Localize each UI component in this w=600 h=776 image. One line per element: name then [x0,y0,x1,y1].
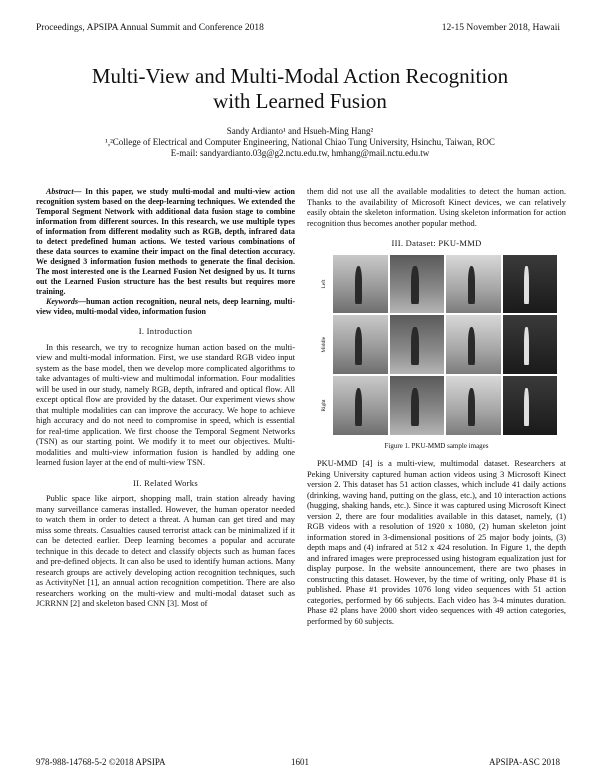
figure-image-grid [317,255,557,435]
related-works-continued: them did not use all the available modalities to detect the human action. Thanks to the availability of Microsoft Kinect devices, we can relatively easily obtain the skeleton information. Using skeleton information for action recognition thus becomes another popular method. [307,187,566,228]
related-works-text: Public space like airport, shopping mall, train station already having many surveillance cameras installed. However, the human operator needed to watch them in order to detect a threat. A human can get tired and may miss some threats. Casualties caused terrorist attack can be minimalized if it can be detected earlier. Deep learning becomes a popular and accurate technique in this decade to detect and classify objects such as human faces and pre-defined objects. It can also be used to identify human actions. Many research groups are actively developing action recognition techniques, such as ActivityNet [1], an annual action recognition competition. There are also researchers working on the multi-view and multi-modal dataset such as JCRRNN [2] and skeleton based CNN [3]. Most of [36,494,295,608]
page-number: 1601 [291,757,309,767]
left-column [36,187,295,610]
row-label-middle: Middle [320,336,327,353]
abstract-text: In this paper, we study multi-modal and multi-view action recognition system based on the deep-learning techniques. We extended the Temporal Segment Network with additional data fusion stage to combine information from different sources. In this research, we use multiple types of information from different modality such as RGB, depth, infrared data to detect predefined human actions. We tested various combinations of these data sources to examine their impact on the final detection accuracy. We designed 3 information fusion methods to generate the final decision. The most interested one is the Learned Fusion Net designed by us. It turns out the Learned Fusion structure has the best results but requires more training. [36,187,295,296]
figure-caption: Figure 1. PKU-MMD sample images [384,441,489,450]
running-header-left: Proceedings, APSIPA Annual Summit and Conference 2018 [36,23,264,33]
figure-1 [307,255,566,435]
abstract [36,187,295,297]
skeleton-image [503,315,558,374]
section-heading-related-works: II. Related Works [133,477,198,488]
abstract-label: Abstract— [46,187,82,196]
author-affiliation: ¹,²College of Electrical and Computer Engineering, National Chiao Tung University, Hsinchu, Taiwan, ROC [105,137,495,147]
section-heading-introduction: I. Introduction [138,326,193,336]
author-names: Sandy Ardianto¹ and Hsueh-Ming Hang² [226,126,374,136]
author-email: E-mail: sandyardianto.03g@g2.nctu.edu.tw, hmhang@mail.nctu.edu.tw [170,148,430,158]
footer-conference: APSIPA-ASC 2018 [489,757,560,767]
section-heading-dataset: III. Dataset: PKU-MMD [391,238,482,248]
depth-image [390,255,445,314]
row-label-left: Left [320,279,327,289]
rgb-image [333,376,388,435]
running-header-right: 12-15 November 2018, Hawaii [441,23,560,33]
infrared-image [446,376,501,435]
infrared-image [446,255,501,314]
introduction-text: In this research, we try to recognize human action based on the multi-view and multi-modal information. First, we use standard RGB video input system as the base model, then we develop more complicated algorithms to take advantages of multi-view and multimodal information. Four modalities will be used in our study, namely RGB, depth, infrared and optical flow. All except optical flow are provided by the dataset. Our experiment views show that multiple modalities can can improve the accuracy. We hope to achieve high accuracy and do not need to compromise in speed, which is essential for real-time application. We first choose the Temporal Segment Networks (TSN) as our starting point. We modify it to meet our objectives. Multi-modalities and multi-view information fusion is handled by adding one learned fusion layer at the end of multi-view TSN. [36,342,295,467]
paper-title [0,64,600,114]
row-label-right: Right [320,399,327,412]
skeleton-image [503,255,558,314]
rgb-image [333,255,388,314]
dataset-text: PKU-MMD [4] is a multi-view, multimodal dataset. Researchers at Peking University captured human action videos using 3 Microsoft Kinect version 2. This dataset has 51 action classes, which include 41 daily actions (drinking, waving hand, putting on the glass, etc.), and 10 interaction actions (hugging, shaking hands, etc.). Since it was captured using Microsoft Kinect version 2, there are four modalities available in this dataset, namely, (1) RGB videos with a resolution of 1920 x 1080, (2) human skeleton joint information stored in 3-dimensional positions of 25 major body joints, (3) depth maps and (4) infrared at 512 x 424 resolution. In Figure 1, the depth and infrared images were preprocessed using histogram equalization just for display purpose. In the website announcement, there are two phases in constructing this dataset. However, by the time of writing, only Phase #1 is published. Phase #1 provides 1076 long video sequences with 51 action categories, performed by 66 subjects. Each video has 3-4 minutes duration. Phase #2 plans have 2000 short video sequences with 49 action categories, performed by 60 subjects. [307,459,566,626]
depth-image [390,315,445,374]
footer-isbn: 978-988-14768-5-2 ©2018 APSIPA [36,757,166,767]
keywords [36,297,295,317]
depth-image [390,376,445,435]
title-line-2: with Learned Fusion [213,89,387,113]
rgb-image [333,315,388,374]
title-line-1: Multi-View and Multi-Modal Action Recognition [91,64,509,88]
infrared-image [446,315,501,374]
right-column [307,187,566,627]
keywords-label: Keywords— [46,297,86,306]
keywords-text: human action recognition, neural nets, deep learning, multi-view video, multi-modal video, information fusion [36,297,295,316]
author-block [0,126,600,159]
skeleton-image [503,376,558,435]
